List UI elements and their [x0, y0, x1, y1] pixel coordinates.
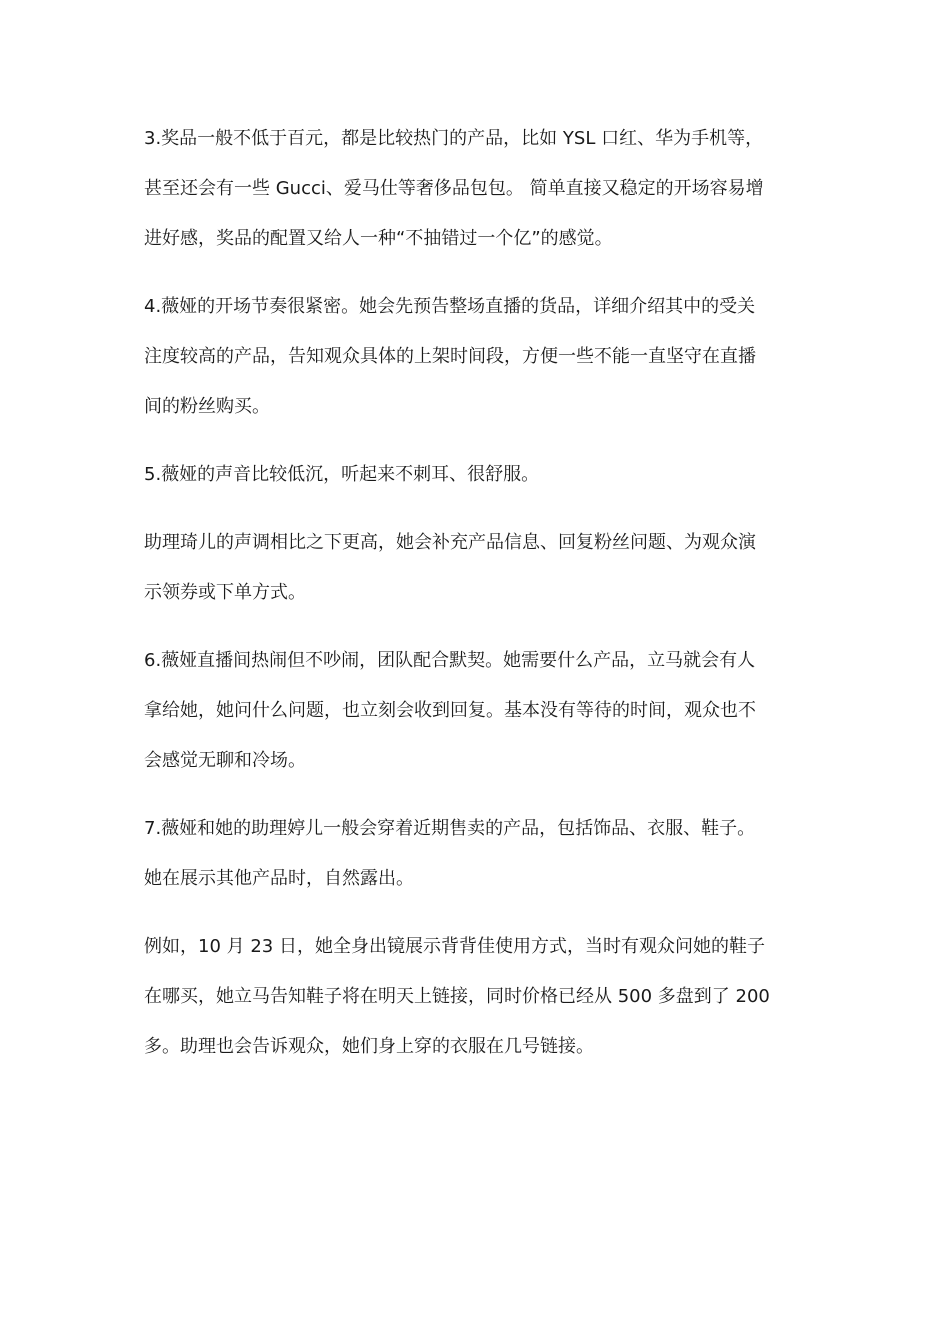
text-line: 拿给她，她问什么问题，也立刻会收到回复。基本没有等待的时间，观众也不 — [144, 700, 756, 721]
document-body — [144, 114, 804, 1090]
text-line: 在哪买，她立马告知鞋子将在明天上链接，同时价格已经从 500 多盘到了 200 — [144, 986, 770, 1007]
text-line: 6.薇娅直播间热闹但不吵闹，团队配合默契。她需要什么产品，立马就会有人 — [144, 650, 756, 671]
text-line: 间的粉丝购买。 — [144, 396, 270, 417]
text-line: 助理琦儿的声调相比之下更高，她会补充产品信息、回复粉丝问题、为观众演 — [144, 532, 756, 553]
text-line: 进好感，奖品的配置又给人一种“不抽错过一个亿”的感觉。 — [144, 228, 613, 249]
paragraph-teamwork — [144, 636, 804, 786]
paragraph-assistant — [144, 518, 804, 618]
text-line: 多。助理也会告诉观众，她们身上穿的衣服在几号链接。 — [144, 1036, 594, 1057]
text-line: 3.奖品一般不低于百元，都是比较热门的产品，比如 YSL 口红、华为手机等， — [144, 128, 764, 149]
text-line: 5.薇娅的声音比较低沉，听起来不刺耳、很舒服。 — [144, 464, 540, 485]
text-line: 她在展示其他产品时，自然露出。 — [144, 868, 414, 889]
paragraph-prize — [144, 114, 804, 264]
text-line: 甚至还会有一些 Gucci、爱马仕等奢侈品包包。 简单直接又稳定的开场容易增 — [144, 178, 764, 199]
text-line: 会感觉无聊和冷场。 — [144, 750, 306, 771]
text-line: 示领券或下单方式。 — [144, 582, 306, 603]
text-line: 注度较高的产品，告知观众具体的上架时间段，方便一些不能一直坚守在直播 — [144, 346, 756, 367]
text-line: 4.薇娅的开场节奏很紧密。她会先预告整场直播的货品，详细介绍其中的受关 — [144, 296, 756, 317]
paragraph-voice — [144, 450, 804, 500]
paragraph-example — [144, 922, 804, 1072]
paragraph-outfit — [144, 804, 804, 904]
paragraph-opening-rhythm — [144, 282, 804, 432]
text-line: 例如，10 月 23 日，她全身出镜展示背背佳使用方式，当时有观众问她的鞋子 — [144, 936, 765, 957]
text-line: 7.薇娅和她的助理婷儿一般会穿着近期售卖的产品，包括饰品、衣服、鞋子。 — [144, 818, 756, 839]
